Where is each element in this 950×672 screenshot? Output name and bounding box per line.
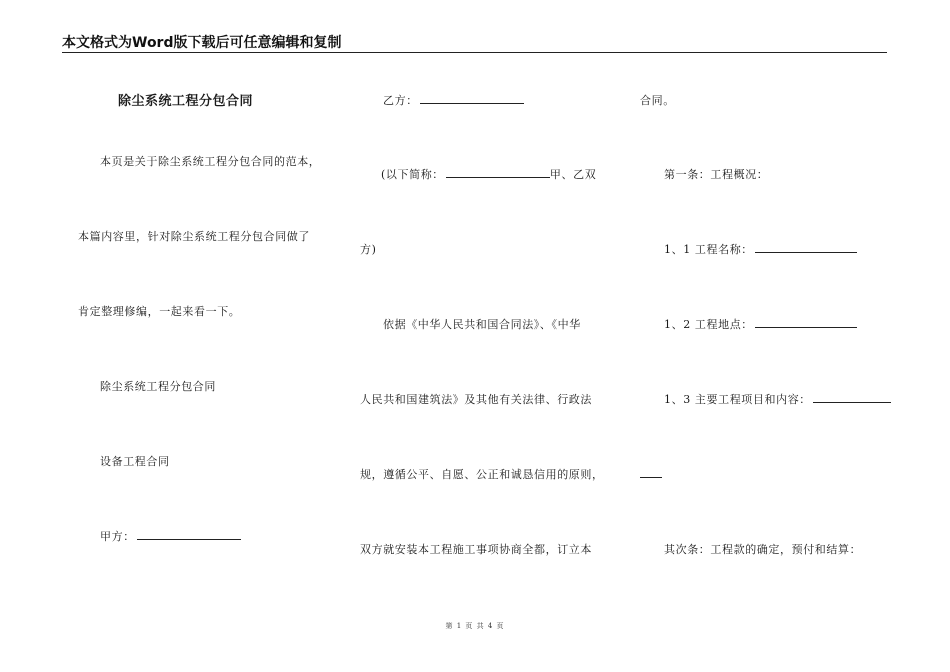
- document-header: 本文格式为Word版下载后可任意编辑和复制: [62, 35, 342, 51]
- item-1-1-line: [664, 243, 857, 257]
- party-b-line: [383, 94, 524, 108]
- item-1-1-blank: [755, 243, 857, 253]
- party-a-line: [100, 530, 241, 544]
- article-1-heading: 第一条：工程概况：: [664, 168, 769, 181]
- item-1-3-continuation-blank-line: [640, 468, 662, 482]
- abbreviation-end: 方): [360, 243, 377, 256]
- party-b-label: 乙方：: [383, 94, 418, 107]
- item-1-3-label: 1、3 主要工程项目和内容：: [664, 393, 811, 406]
- article-2-heading: 其次条：工程款的确定，预付和结算：: [664, 543, 862, 556]
- item-1-3-blank: [813, 393, 891, 403]
- party-a-label: 甲方：: [100, 530, 135, 543]
- abbreviation-line: [381, 168, 596, 182]
- basis-line-3: 规，遵循公平、自愿、公正和诚恳信用的原则，: [360, 468, 604, 481]
- contract-subtitle: 设备工程合同: [100, 455, 170, 468]
- party-a-blank: [137, 530, 241, 540]
- basis-line-4: 双方就安装本工程施工事项协商全都，订立本: [360, 543, 592, 556]
- page-footer: 第 1 页 共 4 页: [445, 622, 505, 630]
- intro-line-2: 本篇内容里，针对除尘系统工程分包合同做了: [78, 230, 310, 243]
- item-1-2-label: 1、2 工程地点：: [664, 318, 753, 331]
- intro-line-1: 本页是关于除尘系统工程分包合同的范本，: [100, 155, 321, 168]
- abbreviation-label: (以下简称：: [381, 168, 444, 181]
- item-1-2-line: [664, 318, 857, 332]
- document-title: 除尘系统工程分包合同: [118, 94, 254, 109]
- item-1-3-line: [664, 393, 891, 407]
- basis-line-1: 依据《中华人民共和国合同法》、《中华: [383, 318, 581, 331]
- header-rule: [62, 52, 887, 53]
- intro-line-3: 肯定整理修编，一起来看一下。: [78, 305, 241, 318]
- item-1-1-label: 1、1 工程名称：: [664, 243, 753, 256]
- party-b-blank: [420, 94, 524, 104]
- abbreviation-blank: [446, 168, 550, 178]
- basis-line-2: 人民共和国建筑法》及其他有关法律、行政法: [360, 393, 592, 406]
- item-1-3-continuation-blank: [640, 468, 662, 478]
- contract-title-repeat: 除尘系统工程分包合同: [100, 380, 216, 393]
- contract-end-text: 合同。: [640, 94, 675, 107]
- item-1-2-blank: [755, 318, 857, 328]
- abbreviation-tail: 甲、乙双: [549, 168, 597, 181]
